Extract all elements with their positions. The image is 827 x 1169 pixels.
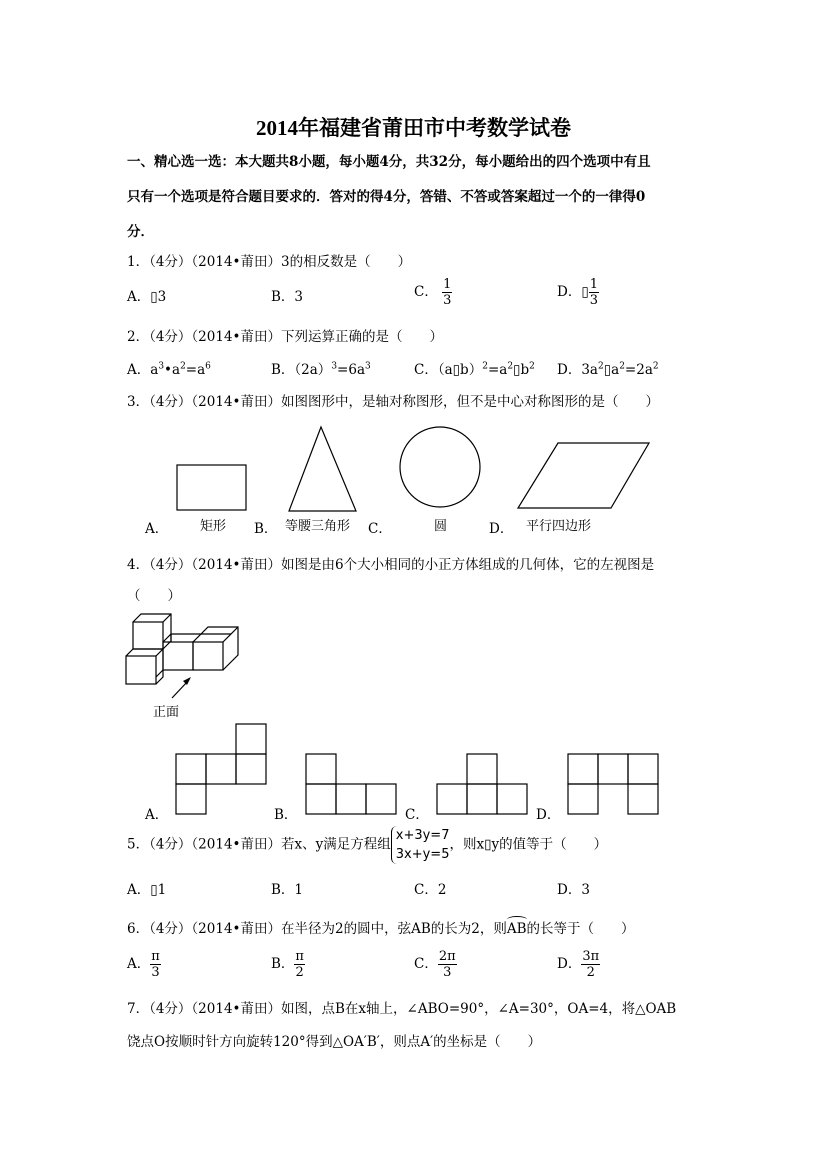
q5-suffix: ，则x▯y的值等于（ ） — [449, 836, 608, 853]
section-header-line1: 一、精心选一选：本大题共8小题，每小题4分，共32分，每小题给出的四个选项中有且 — [127, 154, 651, 170]
front-label: 正面 — [153, 705, 180, 720]
figure-label-parallelogram: 平行四边形 — [526, 519, 592, 534]
fraction: $\frac{1}{3}$ — [443, 277, 452, 308]
option-label: A． — [127, 289, 151, 305]
question-5-option-c[interactable]: C．2 — [414, 882, 447, 898]
question-7-line2: 饶点O按顺时针方向旋转120°得到△OA′B′，则点A′的坐标是（ ） — [127, 1034, 542, 1050]
question-6-stem: 6．（4分）（2014•莆田）在半径为2的圆中，弦AB的长为2，则AB的长等于（ ） — [127, 921, 635, 937]
question-3-option-b[interactable]: B． — [254, 521, 278, 537]
question-2-option-c[interactable]: C．$(a▯b)^2=a^2▯b^2$ — [414, 361, 535, 378]
question-2-option-d[interactable]: D．$3a^2▯a^2=2a^2$ — [557, 361, 659, 378]
question-6-option-b[interactable]: B． $\frac{\pi}{2}$ — [271, 949, 304, 980]
figure-label-triangle: 等腰三角形 — [285, 519, 351, 534]
question-3-option-a[interactable]: A． — [145, 521, 169, 537]
minus-sign: ▯ — [581, 284, 589, 300]
question-4-option-a[interactable]: A． — [145, 807, 169, 823]
option-label: C． — [414, 284, 438, 300]
question-2-option-b[interactable]: B．$(2a)^3=6a^3$ — [271, 361, 371, 378]
section-header-line2: 只有一个选项是符合题目要求的．答对的得4分，答错、不答或答案超过一个的一律得0 — [127, 189, 646, 205]
question-4-option-c[interactable]: C． — [405, 807, 429, 823]
fraction: $\frac{3\pi}{2}$ — [582, 949, 600, 980]
question-3-stem: 3．（4分）（2014•莆田）如图图形中，是轴对称图形，但不是中心对称图形的是（ ） — [127, 394, 659, 410]
question-7-line1: 7．（4分）（2014•莆田）如图，点B在x轴上，∠ABO=90°，∠A=30°，OA=4，将△OAB — [127, 1001, 677, 1017]
figure-label-rectangle: 矩形 — [200, 519, 227, 534]
question-6-option-a[interactable]: A． $\frac{\pi}{3}$ — [127, 949, 160, 980]
question-5-option-a[interactable]: A．▯1 — [127, 882, 167, 898]
question-4-stem-line1: 4．（4分）（2014•莆田）如图是由6个大小相同的小正方体组成的几何体，它的左视图是 — [127, 557, 655, 573]
page-title: 2014年福建省莆田市中考数学试卷 — [256, 116, 571, 140]
question-2-option-a[interactable]: A．$a^3•a^2=a^6$ — [127, 361, 211, 378]
question-5-stem — [127, 826, 607, 864]
question-1-stem: 1．（4分）（2014•莆田）3的相反数是（ ） — [127, 254, 412, 270]
figure-label-circle: 圆 — [434, 519, 448, 534]
fraction: $\frac{1}{3}$ — [589, 277, 599, 308]
question-4-option-d[interactable]: D． — [536, 807, 561, 823]
question-5-option-b[interactable]: B．1 — [271, 882, 304, 898]
question-2-stem: 2．（4分）（2014•莆田）下列运算正确的是（ ） — [127, 329, 443, 345]
question-6-option-c[interactable]: C． $\frac{2\pi}{3}$ — [414, 949, 456, 980]
section-header-line3: 分． — [127, 224, 154, 240]
fraction: $\frac{\pi}{3}$ — [151, 949, 160, 980]
option-label: D． — [557, 284, 582, 300]
arc-ab: AB — [506, 921, 527, 937]
question-4-option-b[interactable]: B． — [274, 807, 298, 823]
question-5-option-d[interactable]: D．3 — [557, 882, 590, 898]
question-3-option-c[interactable]: C． — [368, 521, 392, 537]
option-value: ▯3 — [150, 289, 167, 305]
fraction: $\frac{2\pi}{3}$ — [438, 949, 456, 980]
fraction: $\frac{\pi}{2}$ — [295, 949, 304, 980]
q5-prefix: 5．（4分）（2014•莆田）若x、y满足方程组 — [127, 836, 391, 853]
equation-system: x+3y=7 3x+y=5 — [391, 826, 450, 864]
question-1-option-b[interactable]: B．3 — [271, 289, 304, 305]
question-4-stem-line2: （ ） — [127, 588, 181, 604]
question-3-option-d[interactable]: D． — [489, 521, 514, 537]
question-6-option-d[interactable]: D． $\frac{3\pi}{2}$ — [557, 949, 600, 980]
